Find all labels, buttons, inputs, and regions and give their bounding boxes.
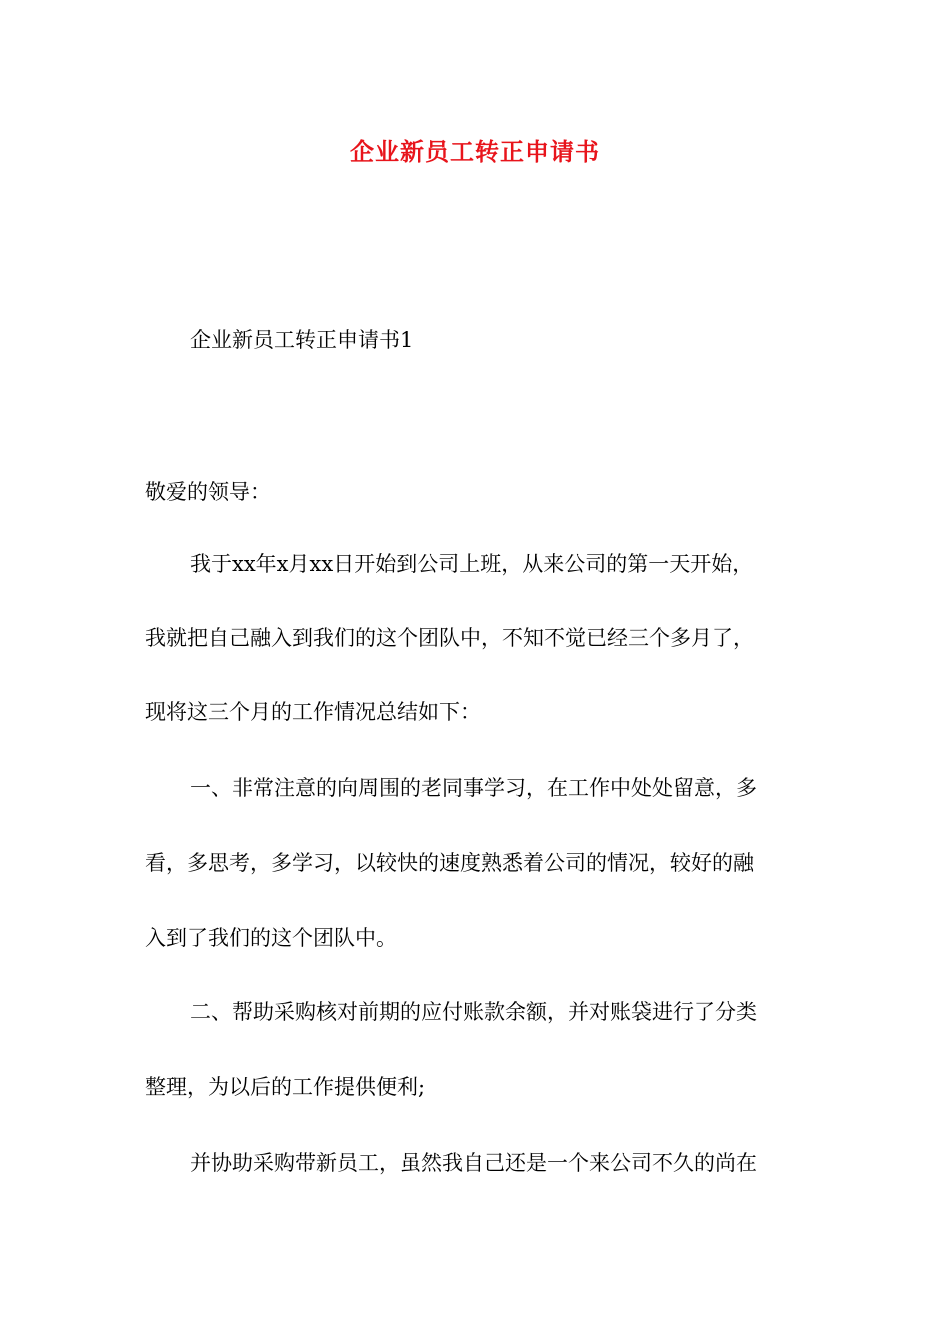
paragraph-line: 我于xx年x月xx日开始到公司上班，从来公司的第一天开始， <box>190 552 754 576</box>
subtitle: 企业新员工转正申请书1 <box>190 328 414 352</box>
paragraph-line: 入到了我们的这个团队中。 <box>145 926 397 950</box>
paragraph-line: 我就把自己融入到我们的这个团队中，不知不觉已经三个多月了， <box>145 626 754 650</box>
paragraph-line: 整理，为以后的工作提供便利; <box>145 1075 426 1099</box>
greeting: 敬爱的领导： <box>145 480 271 504</box>
document-title: 企业新员工转正申请书 <box>350 137 600 166</box>
paragraph-line: 一、非常注意的向周围的老同事学习，在工作中处处留意，多 <box>190 776 757 800</box>
paragraph-line: 看，多思考，多学习，以较快的速度熟悉着公司的情况，较好的融 <box>145 851 754 875</box>
paragraph-line: 并协助采购带新员工，虽然我自己还是一个来公司不久的尚在 <box>190 1151 757 1175</box>
paragraph-line: 现将这三个月的工作情况总结如下： <box>145 700 481 724</box>
paragraph-line: 二、帮助采购核对前期的应付账款余额，并对账袋进行了分类 <box>190 1000 757 1024</box>
